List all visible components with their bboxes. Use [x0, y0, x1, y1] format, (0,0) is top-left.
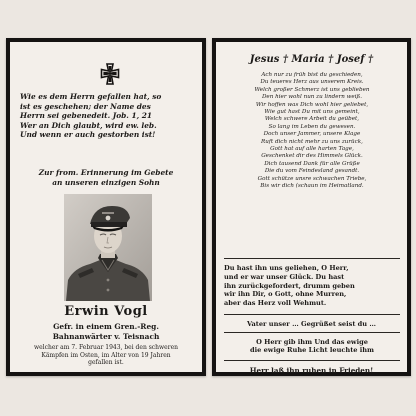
- poem-line: Ach nur zu früh bist du geschieden,: [261, 72, 363, 78]
- iron-cross-icon: [98, 62, 122, 86]
- eternal-rest-line: O Herr gib ihm Und das ewige: [256, 338, 368, 346]
- poem-line: Wir hoffen was Dich wohl hier geliebet,: [255, 101, 369, 108]
- left-card: [6, 38, 206, 376]
- verse-line: ist es geschehen; der Name des: [20, 101, 151, 111]
- holy-family-header: Jesus † Maria † Josef †: [249, 54, 374, 65]
- poem-line: Bis wir dich (schaun im Heimatland.: [260, 183, 364, 190]
- poem-line: So lang im Leben du gewesen.: [268, 123, 356, 130]
- poem-line: Doch unser Jammer, unsere Klage: [263, 131, 361, 138]
- poem-line: Ruft dich nicht mehr zu uns zurück,: [261, 138, 363, 145]
- rank-and-occupation: [16, 322, 196, 341]
- prayer-line: ihn zurückgefordert, drumm geben: [224, 281, 355, 290]
- prayer-text: [224, 264, 400, 308]
- rank-line: Bahnanwärter v. Teisnach: [52, 331, 160, 341]
- prayer-line: Du hast ihn uns geliehen, O Herr,: [224, 264, 349, 272]
- death-details: [20, 344, 192, 367]
- eternal-rest-line: die ewige Ruhe Licht leuchte ihm: [249, 346, 375, 355]
- verse-line: Wie es dem Herrn gefallen hat, so: [20, 92, 162, 101]
- divider-line: [224, 360, 400, 361]
- prayer-line: aber das Herz voll Wehmut.: [224, 299, 327, 308]
- poem-line: Geschenket dir des Himmels Glück.: [261, 153, 363, 160]
- death-line: gefallen ist.: [88, 359, 124, 367]
- eternal-rest-prayer: [224, 338, 400, 355]
- poem-line: Du teueres Herz aus unserem Kreis.: [260, 79, 364, 86]
- divider-line: [224, 314, 400, 315]
- poem-line: Die du vom Feindesland gesandt.: [264, 168, 360, 175]
- right-card: [212, 38, 411, 376]
- memorial-line: Zur from. Erinnerung im Gebete: [38, 168, 174, 177]
- memorial-line: an unseren einzigen Sohn: [52, 177, 160, 187]
- poem-line: Wie gut hast Du mit uns gemeint,: [264, 109, 360, 116]
- divider-line: [224, 258, 400, 259]
- soldier-portrait-photo: [64, 194, 152, 301]
- poem-line: Dich tausend Dank für alle Grüße: [264, 160, 360, 167]
- poem-line: Gott schütze unsre schwachen Triebe,: [257, 175, 367, 182]
- rank-line: Gefr. in einem Gren.-Reg.: [53, 322, 159, 331]
- poem-line: Welch schwere Arbeit du geübet,: [264, 116, 360, 123]
- deceased-name: Erwin Vogl: [64, 304, 148, 319]
- verse-line: Wer an Dich glaubt, wird ew. leb.: [20, 120, 157, 130]
- death-line: Kämpfen im Osten, im Alter von 19 Jahren: [41, 351, 171, 359]
- poem-line: Gott hat auf alle harten Tage,: [270, 146, 354, 153]
- death-line: welcher am 7. Februar 1943, bei den schweren: [33, 344, 178, 351]
- verse-line: Und wenn er auch gestorben ist!: [20, 130, 156, 140]
- bible-verse: [20, 92, 192, 140]
- poem-line: Welch großer Schmerz ist uns geblieben: [254, 86, 370, 93]
- rest-in-peace-line: Herr laß ihn ruhen in Frieden!: [249, 366, 374, 375]
- verse-line: Herrn sei gebenedeit. Job. 1, 21: [20, 111, 153, 121]
- prayer-line: und er war unser Glück. Du hast: [224, 272, 345, 281]
- prayer-line: wir ihn Dir, o Gott, ohne Murren,: [224, 290, 347, 299]
- memorial-dedication: [20, 168, 192, 187]
- vater-unser-line: Vater unser … Gegrüßet seist du …: [247, 320, 376, 328]
- poem-line: Den hier wohl nun zu lindern weiß.: [261, 94, 363, 101]
- memorial-poem: [224, 72, 400, 191]
- divider-line: [224, 332, 400, 333]
